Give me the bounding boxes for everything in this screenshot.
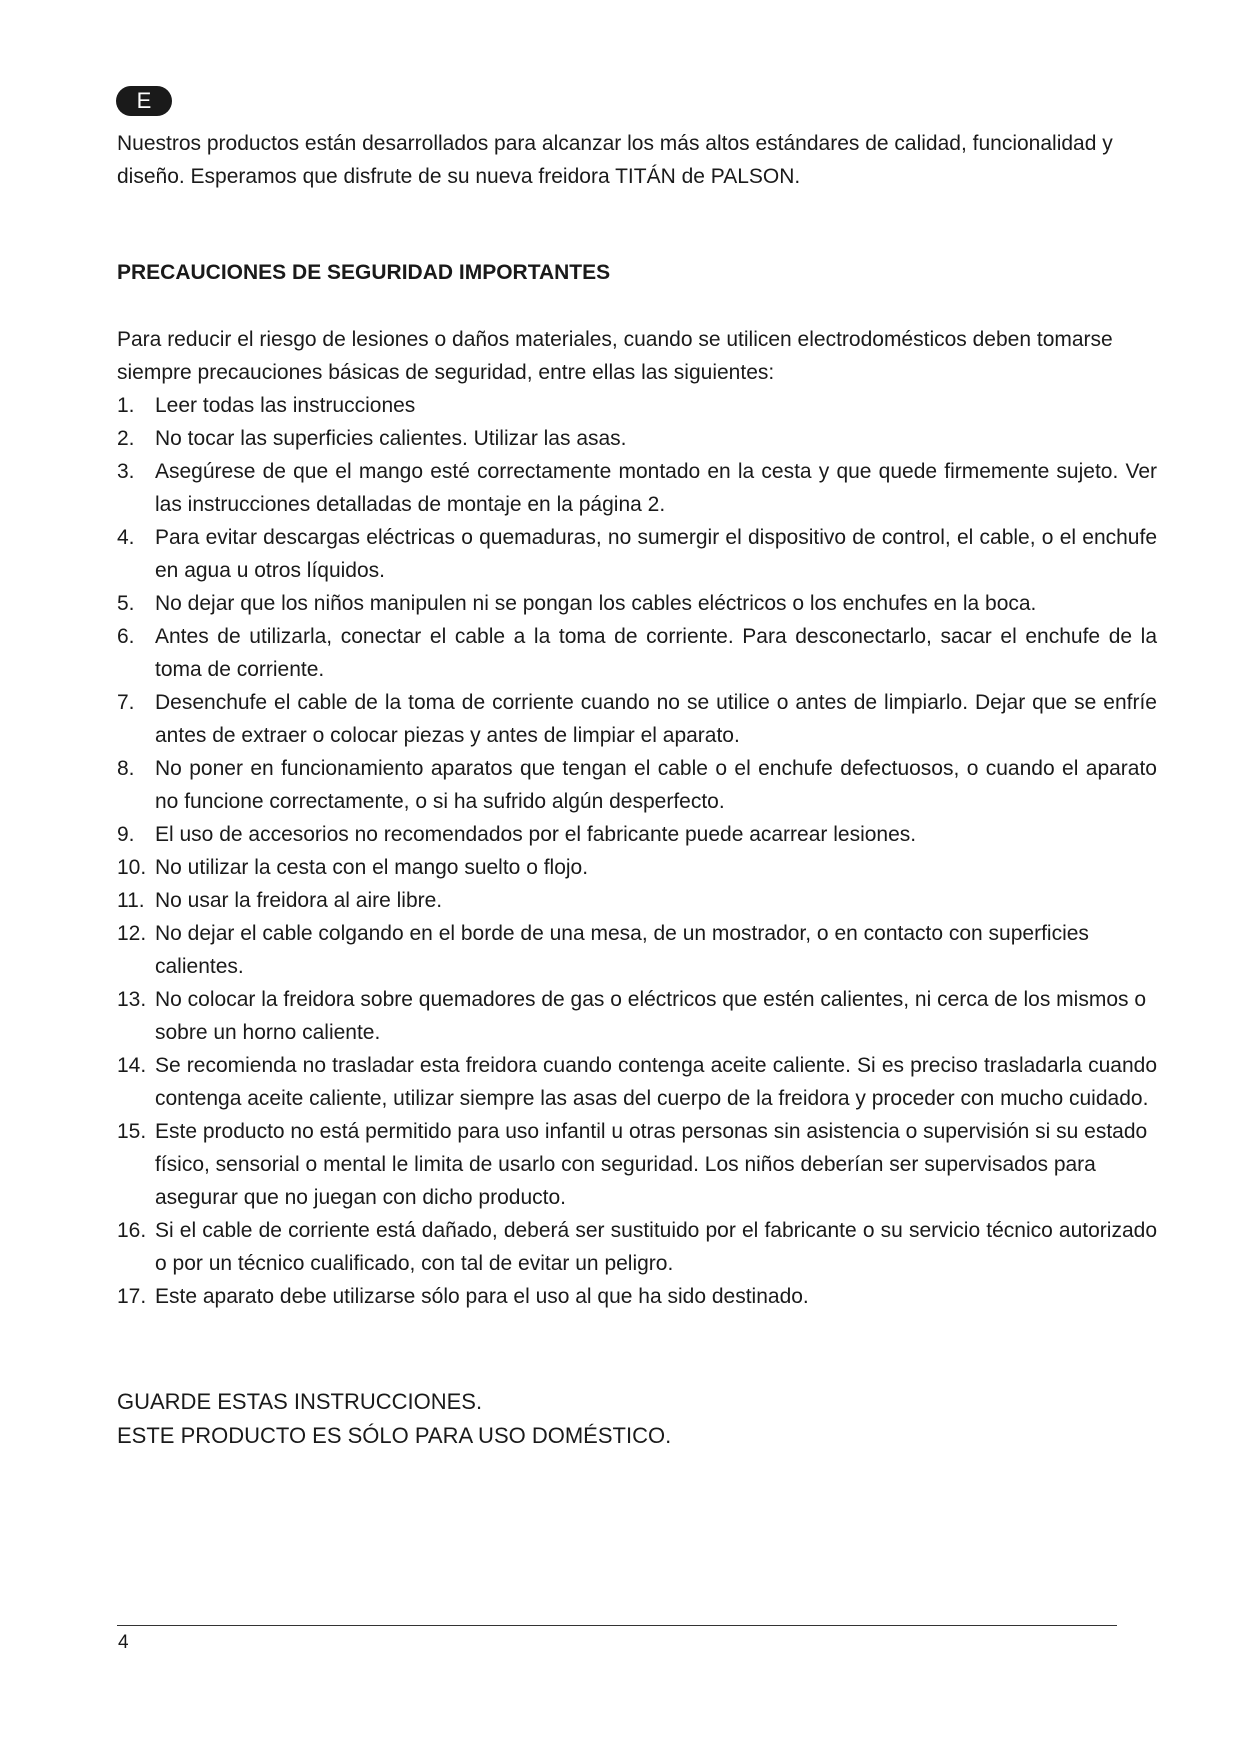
item-text: Para evitar descargas eléctricas o quemaduras, no sumergir el dispositivo de control, el cable, o el enchufe en agua u otros líquidos. [155, 526, 1157, 582]
footer-divider [117, 1625, 1117, 1626]
list-item [117, 818, 1157, 851]
list-item [117, 1280, 1157, 1313]
item-text: No usar la freidora al aire libre. [155, 889, 443, 912]
list-item [117, 587, 1157, 620]
item-text: Se recomienda no trasladar esta freidora cuando contenga aceite caliente. Si es preciso trasladarla cuando contenga aceite caliente, utilizar siempre las asas del cuerpo de la freidora y proceder con mucho cuidado. [155, 1054, 1157, 1110]
item-text: No dejar el cable colgando en el borde de una mesa, de un mostrador, o en contacto con superficies calientes. [155, 922, 1089, 978]
item-number: 2. [117, 427, 135, 450]
list-item [117, 389, 1157, 422]
list-item [117, 686, 1157, 752]
item-text: No utilizar la cesta con el mango suelto o flojo. [155, 856, 589, 879]
item-number: 10. [117, 856, 147, 879]
item-number: 13. [117, 988, 147, 1011]
item-number: 17. [117, 1285, 147, 1308]
item-text: No dejar que los niños manipulen ni se pongan los cables eléctricos o los enchufes en la boca. [155, 592, 1037, 615]
item-number: 8. [117, 757, 135, 780]
item-number: 15. [117, 1120, 147, 1143]
list-item [117, 1049, 1157, 1115]
closing-line-domestic-use: ESTE PRODUCTO ES SÓLO PARA USO DOMÉSTICO. [117, 1423, 672, 1448]
item-text: Este producto no está permitido para uso infantil u otras personas sin asistencia o supervisión si su estado físico, sensorial o mental le limita de usarlo con seguridad. Los niños deberían ser supervisados para asegurar que no juegan con dicho producto. [155, 1120, 1148, 1209]
item-number: 3. [117, 460, 135, 483]
item-number: 6. [117, 625, 135, 648]
item-text: No tocar las superficies calientes. Utilizar las asas. [155, 427, 627, 450]
item-text: Si el cable de corriente está dañado, deberá ser sustituido por el fabricante o su servicio técnico autorizado o por un técnico cualificado, con tal de evitar un peligro. [155, 1219, 1157, 1275]
item-text: El uso de accesorios no recomendados por el fabricante puede acarrear lesiones. [155, 823, 917, 846]
item-text: No poner en funcionamiento aparatos que tengan el cable o el enchufe defectuosos, o cuando el aparato no funcione correctamente, o si ha sufrido algún desperfecto. [155, 757, 1157, 813]
item-number: 4. [117, 526, 135, 549]
item-text: Desenchufe el cable de la toma de corriente cuando no se utilice o antes de limpiarlo. Dejar que se enfríe antes de extraer o colocar piezas y antes de limpiar el aparato. [155, 691, 1157, 747]
item-number: 11. [117, 889, 145, 912]
item-text: Este aparato debe utilizarse sólo para el uso al que ha sido destinado. [155, 1285, 809, 1308]
list-item [117, 455, 1157, 521]
section-heading: PRECAUCIONES DE SEGURIDAD IMPORTANTES [117, 261, 611, 284]
list-item [117, 1115, 1157, 1214]
page-number: 4 [118, 1632, 129, 1653]
item-number: 16. [117, 1219, 147, 1242]
list-item [117, 1214, 1157, 1280]
item-text: Antes de utilizarla, conectar el cable a la toma de corriente. Para desconectarlo, sacar el enchufe de la toma de corriente. [155, 625, 1157, 681]
list-item [117, 983, 1157, 1049]
language-badge: E [116, 86, 172, 116]
list-item [117, 851, 1157, 884]
list-item [117, 917, 1157, 983]
list-item [117, 620, 1157, 686]
item-number: 12. [117, 922, 147, 945]
closing-line-save-instructions: GUARDE ESTAS INSTRUCCIONES. [117, 1389, 483, 1414]
safety-list [117, 389, 1157, 1313]
list-item [117, 422, 1157, 455]
list-item [117, 752, 1157, 818]
item-number: 5. [117, 592, 135, 615]
item-text: No colocar la freidora sobre quemadores de gas o eléctricos que estén calientes, ni cerca de los mismos o sobre un horno caliente. [155, 988, 1147, 1044]
lead-paragraph: Para reducir el riesgo de lesiones o daños materiales, cuando se utilicen electrodomésticos deben tomarse siempre precauciones básicas de seguridad, entre ellas las siguientes: [117, 328, 1113, 384]
item-number: 7. [117, 691, 135, 714]
list-item [117, 521, 1157, 587]
list-item [117, 884, 1157, 917]
item-text: Asegúrese de que el mango esté correctamente montado en la cesta y que quede firmemente sujeto. Ver las instrucciones detalladas de montaje en la página 2. [155, 460, 1157, 516]
item-number: 1. [117, 394, 135, 417]
item-number: 9. [117, 823, 135, 846]
item-text: Leer todas las instrucciones [155, 394, 416, 417]
closing-notes [117, 1385, 671, 1453]
item-number: 14. [117, 1054, 147, 1077]
intro-paragraph: Nuestros productos están desarrollados para alcanzar los más altos estándares de calidad, funcionalidad y diseño. Esperamos que disfrute de su nueva freidora TITÁN de PALSON. [117, 132, 1113, 188]
